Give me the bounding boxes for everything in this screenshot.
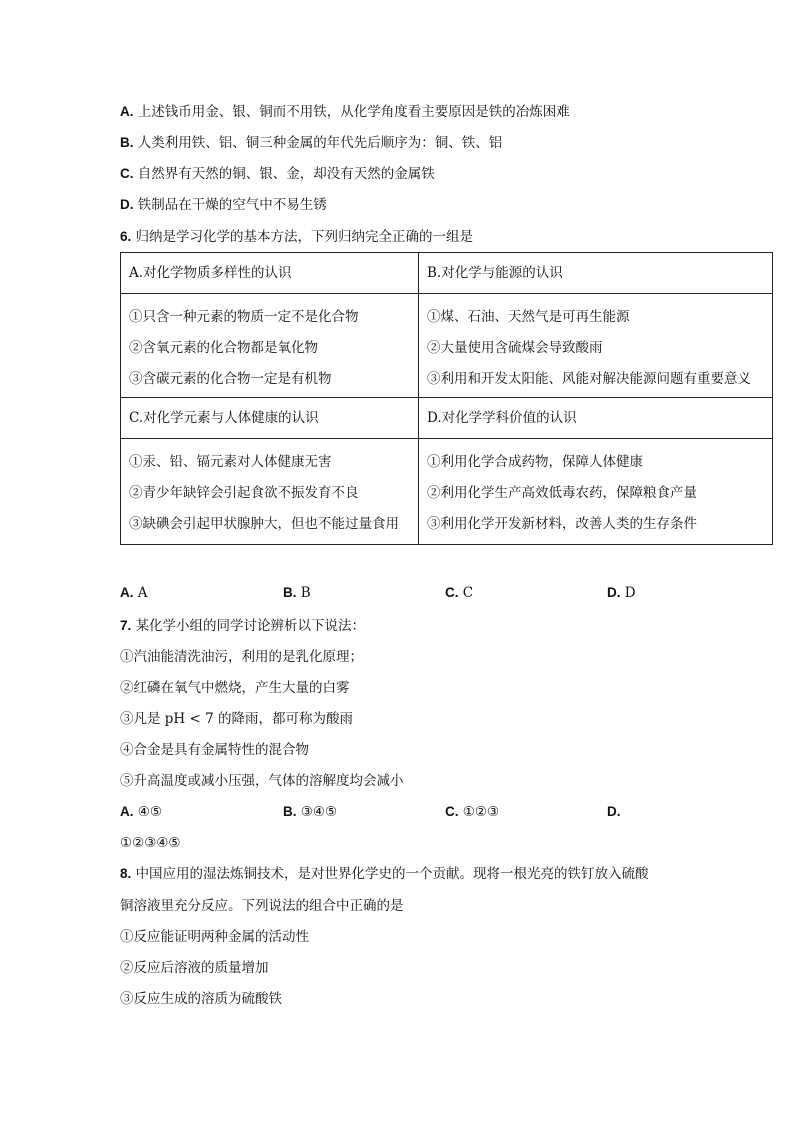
- q6-cell-a-body: [121, 294, 419, 398]
- q7-option-c: C. ①②③: [445, 804, 500, 820]
- q6-cell-b-body: [419, 294, 773, 398]
- q7-statement-1: ①汽油能清洗油污，利用的是乳化原理；: [120, 649, 363, 665]
- q7-statement-5: ⑤升高温度或减小压强，气体的溶解度均会减小: [120, 773, 404, 789]
- q8-statement-1: ①反应能证明两种金属的活动性: [120, 929, 309, 945]
- q6-cell-c-body: [121, 439, 419, 545]
- q6-stem: 6. 归纳是学习化学的基本方法，下列归纳完全正确的一组是: [120, 229, 474, 245]
- q5-option-c: C. 自然界有天然的铜、银、金，却没有天然的金属铁: [120, 166, 435, 182]
- q6-b-line-1: ①煤、石油、天然气是可再生能源: [427, 309, 630, 325]
- q6-c-line-1: ①汞、铅、镉元素对人体健康无害: [129, 454, 332, 470]
- q6-cell-d-body: [419, 439, 773, 545]
- q5-option-d: D. 铁制品在干燥的空气中不易生锈: [120, 197, 327, 213]
- q7-option-d: D.: [607, 804, 621, 819]
- q6-option-b: B. B: [283, 585, 311, 601]
- q6-a-line-2: ②含氧元素的化合物都是氧化物: [129, 340, 318, 356]
- q6-c-line-3: ③缺碘会引起甲状腺肿大，但也不能过量食用: [129, 516, 399, 532]
- q6-option-a: A. A: [120, 585, 148, 601]
- q7-option-a: A. ④⑤: [120, 804, 163, 820]
- q8-statement-3: ③反应生成的溶质为硫酸铁: [120, 991, 282, 1007]
- q8-statement-2: ②反应后溶液的质量增加: [120, 960, 269, 976]
- q6-cell-c-head: C.对化学元素与人体健康的认识: [121, 398, 419, 439]
- q6-table: [120, 252, 773, 545]
- q8-stem-line-1: 8. 中国应用的湿法炼铜技术，是对世界化学史的一个贡献。现将一根光亮的铁钉放入硫酸: [120, 866, 649, 882]
- q7-statement-3: ③凡是 pH < 7 的降雨，都可称为酸雨: [120, 711, 353, 727]
- q7-stem: 7. 某化学小组的同学讨论辨析以下说法：: [120, 618, 366, 634]
- q6-option-c: C. C: [445, 585, 474, 601]
- q6-b-line-2: ②大量使用含硫煤会导致酸雨: [427, 340, 603, 356]
- q6-cell-b-head: B.对化学与能源的认识: [419, 253, 773, 294]
- q6-d-line-1: ①利用化学合成药物，保障人体健康: [427, 454, 643, 470]
- q8-stem-line-2: 铜溶液里充分反应。下列说法的组合中正确的是: [120, 898, 404, 914]
- q7-option-d-text: ①②③④⑤: [120, 835, 181, 851]
- q6-a-line-1: ①只含一种元素的物质一定不是化合物: [129, 309, 359, 325]
- q6-d-line-3: ③利用化学开发新材料，改善人类的生存条件: [427, 516, 697, 532]
- q6-c-line-2: ②青少年缺锌会引起食欲不振发育不良: [129, 485, 359, 501]
- q6-d-line-2: ②利用化学生产高效低毒农药，保障粮食产量: [427, 485, 697, 501]
- q7-statement-4: ④合金是具有金属特性的混合物: [120, 742, 309, 758]
- q6-cell-d-head: D.对化学学科价值的认识: [419, 398, 773, 439]
- q6-b-line-3: ③利用和开发太阳能、风能对解决能源问题有重要意义: [427, 371, 751, 387]
- q7-statement-2: ②红磷在氧气中燃烧，产生大量的白雾: [120, 680, 350, 696]
- q6-option-d: D. D: [607, 585, 636, 601]
- q7-option-b: B. ③④⑤: [283, 804, 338, 820]
- q5-option-a: A. 上述钱币用金、银、铜而不用铁，从化学角度看主要原因是铁的冶炼困难: [120, 104, 570, 120]
- q5-option-b: B. 人类利用铁、铝、铜三种金属的年代先后顺序为：铜、铁、铝: [120, 135, 503, 151]
- q6-a-line-3: ③含碳元素的化合物一定是有机物: [129, 371, 332, 387]
- q6-cell-a-head: A.对化学物质多样性的认识: [121, 253, 419, 294]
